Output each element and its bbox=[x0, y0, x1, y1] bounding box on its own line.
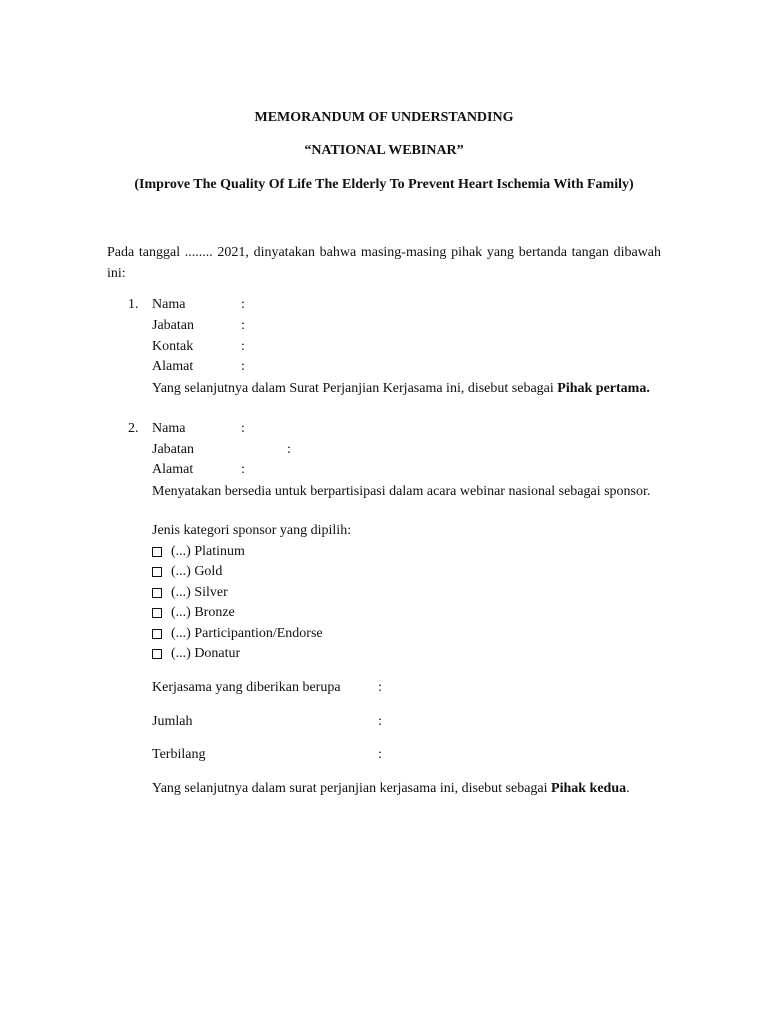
sponsor-category-label: Jenis kategori sponsor yang dipilih: bbox=[152, 523, 352, 538]
party2-jabatan-label: Jabatan bbox=[152, 442, 194, 457]
party1-alamat-label: Alamat bbox=[152, 359, 194, 374]
party1-name-label: Nama bbox=[152, 297, 186, 312]
party1-jabatan-colon: : bbox=[241, 318, 245, 333]
sponsor-option-bronze[interactable] bbox=[152, 605, 235, 621]
amount-label: Jumlah bbox=[152, 714, 193, 729]
checkbox-icon[interactable] bbox=[152, 547, 162, 557]
party1-role: Pihak pertama. bbox=[557, 381, 650, 396]
party2-statement-end: . bbox=[626, 781, 630, 796]
party2-name-colon: : bbox=[241, 421, 245, 436]
party2-number: 2. bbox=[128, 421, 139, 436]
cooperation-form-colon: : bbox=[378, 680, 382, 695]
event-subtitle: (Improve The Quality Of Life The Elderly To Prevent Heart Ischemia With Family) bbox=[134, 177, 634, 192]
sponsor-option-participation[interactable] bbox=[152, 626, 323, 642]
sponsor-option-gold[interactable] bbox=[152, 564, 222, 580]
amount-words-colon: : bbox=[378, 747, 382, 762]
sponsor-option-silver[interactable] bbox=[152, 585, 228, 601]
party1-kontak-colon: : bbox=[241, 339, 245, 354]
option-label: (...) Silver bbox=[171, 585, 228, 600]
party1-alamat-colon: : bbox=[241, 359, 245, 374]
party2-role: Pihak kedua bbox=[551, 781, 627, 796]
party1-name-colon: : bbox=[241, 297, 245, 312]
party1-kontak-label: Kontak bbox=[152, 339, 194, 354]
party2-statement-text: Yang selanjutnya dalam surat perjanjian kerjasama ini, disebut sebagai bbox=[152, 781, 552, 796]
sponsor-option-donatur[interactable] bbox=[152, 646, 240, 662]
amount-words-label: Terbilang bbox=[152, 747, 206, 762]
party1-statement-text: Yang selanjutnya dalam Surat Perjanjian Kerjasama ini, disebut sebagai bbox=[152, 381, 558, 396]
party2-statement bbox=[152, 779, 661, 799]
option-label: (...) Gold bbox=[171, 564, 223, 579]
checkbox-icon[interactable] bbox=[152, 567, 162, 577]
party2-jabatan-colon: : bbox=[287, 442, 291, 457]
checkbox-icon[interactable] bbox=[152, 629, 162, 639]
checkbox-icon[interactable] bbox=[152, 588, 162, 598]
sponsor-option-platinum[interactable] bbox=[152, 544, 245, 560]
option-label: (...) Donatur bbox=[171, 646, 241, 661]
option-label: (...) Participantion/Endorse bbox=[171, 626, 323, 641]
document-title: MEMORANDUM OF UNDERSTANDING bbox=[254, 110, 514, 125]
intro-paragraph: Pada tanggal ........ 2021, dinyatakan bahwa masing-masing pihak yang bertanda tangan dibawah ini: bbox=[107, 245, 661, 281]
option-label: (...) Platinum bbox=[171, 544, 245, 559]
checkbox-icon[interactable] bbox=[152, 608, 162, 618]
party2-name-label: Nama bbox=[152, 421, 186, 436]
option-label: (...) Bronze bbox=[171, 605, 235, 620]
checkbox-icon[interactable] bbox=[152, 649, 162, 659]
party1-statement bbox=[152, 379, 661, 399]
party1-number: 1. bbox=[128, 297, 139, 312]
party2-alamat-colon: : bbox=[241, 462, 245, 477]
party1-jabatan-label: Jabatan bbox=[152, 318, 194, 333]
party2-willing-statement: Menyatakan bersedia untuk berpartisipasi dalam acara webinar nasional sebagai sponsor. bbox=[152, 484, 651, 499]
cooperation-form-label: Kerjasama yang diberikan berupa bbox=[152, 680, 341, 695]
amount-colon: : bbox=[378, 714, 382, 729]
event-title: “NATIONAL WEBINAR” bbox=[304, 143, 464, 158]
party2-alamat-label: Alamat bbox=[152, 462, 194, 477]
